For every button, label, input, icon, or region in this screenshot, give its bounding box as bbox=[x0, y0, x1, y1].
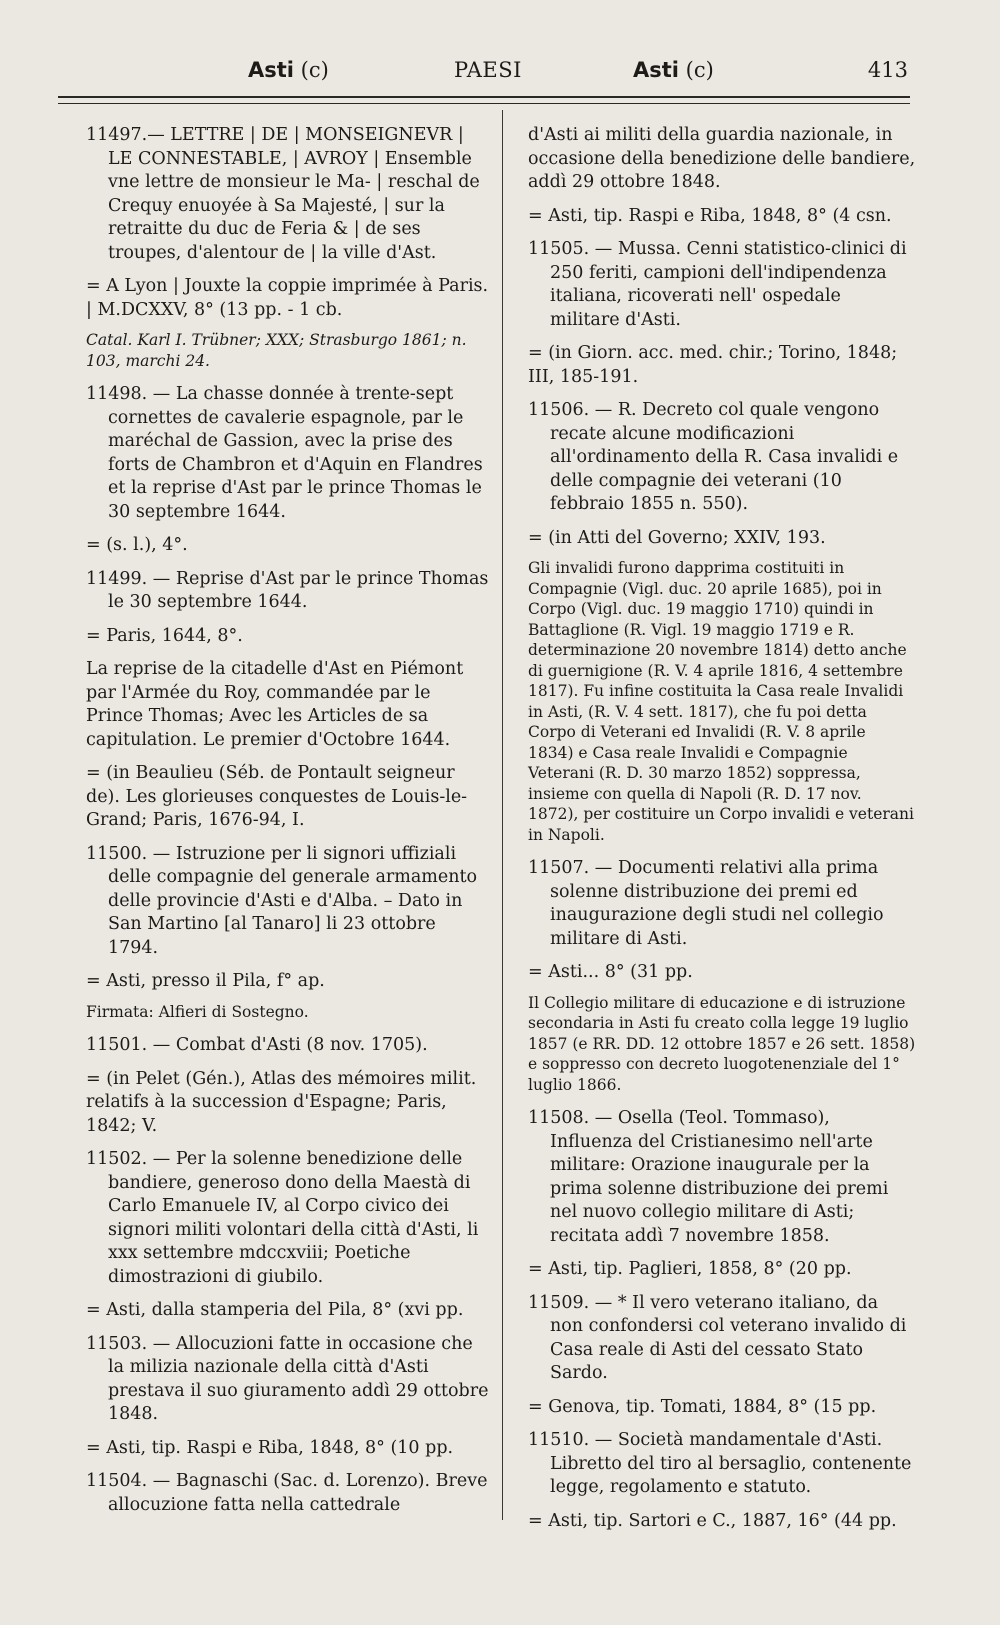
entry-11504: 11504. — Bagnaschi (Sac. d. Lorenzo). Breve allocuzione fatta nella cattedrale bbox=[86, 1471, 488, 1515]
entry-11503-imprint: = Asti, tip. Raspi e Riba, 1848, 8° (10 pp. bbox=[86, 1437, 454, 1458]
header-left-suffix: (c) bbox=[294, 58, 329, 82]
header-rule-top bbox=[58, 96, 910, 98]
entry-11507-note: Il Collegio militare di educazione e di istruzione secondaria in Asti fu creato colla legge 19 luglio 1857 (e RR. DD. 12 ottobre 1857 e 26 sett. 1858) e soppresso con decreto luogotenenziale del 1° luglio 1866. bbox=[528, 993, 916, 1094]
entry-11505: 11505. — Mussa. Cenni statistico-clinici di 250 feriti, campioni dell'indipendenza italiana, ricoverati nell' ospedale militare d'Asti. bbox=[528, 239, 907, 330]
entry-11506-source: = (in Atti del Governo; XXIV, 193. bbox=[528, 527, 826, 548]
entry-11509: 11509. — * Il vero veterano italiano, da non confondersi col veterano invalido di Casa reale di Asti del cessato Stato Sardo. bbox=[528, 1292, 907, 1383]
entry-11500-imprint: = Asti, presso il Pila, f° ap. bbox=[86, 971, 325, 991]
header-center-title: PAESI bbox=[454, 58, 522, 82]
entry-11510-imprint: = Asti, tip. Sartori e C., 1887, 16° (44 pp. bbox=[528, 1510, 897, 1531]
entry-11499-imprint: = Paris, 1644, 8°. bbox=[86, 625, 243, 646]
entry-11507: 11507. — Documenti relativi alla prima solenne distribuzione dei premi ed inaugurazione degli studi nel collegio militare di Asti. bbox=[528, 858, 884, 949]
entry-11506: 11506. — R. Decreto col quale vengono recate alcune modificazioni all'ordinamento della R. Casa invalidi e delle compagnie dei veterani (10 febbraio 1855 n. 550). bbox=[528, 400, 899, 514]
entry-11499-related-source: = (in Beaulieu (Séb. de Pontault seigneur de). Les glorieuses conquestes de Louis-le-Grand; Paris, 1676-94, I. bbox=[86, 763, 468, 830]
entry-11510: 11510. — Società mandamentale d'Asti. Libretto del tiro al bersaglio, contenente legge, regolamento e statuto. bbox=[528, 1430, 912, 1497]
running-header bbox=[78, 58, 908, 94]
right-column bbox=[528, 124, 916, 1543]
entry-11505-source: = (in Giorn. acc. med. chir.; Torino, 1848; III, 185-191. bbox=[528, 343, 898, 387]
page-number: 413 bbox=[867, 58, 908, 82]
entry-11509-imprint: = Genova, tip. Tomati, 1884, 8° (15 pp. bbox=[528, 1396, 877, 1417]
left-column bbox=[86, 124, 490, 1527]
header-left bbox=[248, 58, 329, 82]
header-right-suffix: (c) bbox=[679, 58, 714, 82]
entry-11498: 11498. — La chasse donnée à trente-sept cornettes de cavalerie espagnole, par le maréchal de Gassion, avec la prise des forts de Chambron et d'Aquin en Flandres et la reprise d'Ast par le prince Thomas le 30 septembre 1644. bbox=[86, 384, 483, 522]
entry-11501: 11501. — Combat d'Asti (8 nov. 1705). bbox=[86, 1035, 428, 1055]
entry-11501-source: = (in Pelet (Gén.), Atlas des mémoires milit. relatifs à la succession d'Espagne; Paris, 1842; V. bbox=[86, 1068, 477, 1136]
entry-11502-imprint: = Asti, dalla stamperia del Pila, 8° (xvi pp. bbox=[86, 1300, 464, 1320]
header-right bbox=[633, 58, 714, 82]
entry-11497-note: Catal. Karl I. Trübner; XXX; Strasburgo 1861; n. 103, marchi 24. bbox=[86, 331, 467, 370]
entry-11498-imprint: = (s. l.), 4°. bbox=[86, 535, 188, 555]
entry-11504-continued: d'Asti ai militi della guardia nazionale, in occasione della benedizione delle bandiere, addì 29 ottobre 1848. bbox=[528, 125, 916, 192]
entry-11499-related-title: La reprise de la citadelle d'Ast en Piémont par l'Armée du Roy, commandée par le Prince Thomas; Avec les Articles de sa capitulation. Le premier d'Octobre 1644. bbox=[86, 659, 464, 750]
entry-11500: 11500. — Istruzione per li signori uffiziali delle compagnie del generale armamento delle provincie d'Asti e d'Alba. – Dato in San Martino [al Tanaro] li 23 ottobre 1794. bbox=[86, 843, 478, 958]
entry-11502: 11502. — Per la solenne benedizione delle bandiere, generoso dono della Maestà di Carlo Emanuele IV, al Corpo civico dei signori militi volontari della città d'Asti, li xxx settembre mdccxviii; Poetiche dimostrazioni di giubilo. bbox=[86, 1149, 479, 1287]
entry-11499: 11499. — Reprise d'Ast par le prince Thomas le 30 septembre 1644. bbox=[86, 568, 489, 612]
entry-11508-imprint: = Asti, tip. Paglieri, 1858, 8° (20 pp. bbox=[528, 1259, 852, 1279]
entry-11504-imprint: = Asti, tip. Raspi e Riba, 1848, 8° (4 csn. bbox=[528, 205, 892, 226]
entry-11497-imprint: = A Lyon | Jouxte la coppie imprimée à Paris. | M.DCXXV, 8° (13 pp. - 1 cb. bbox=[86, 276, 489, 320]
entry-11503: 11503. — Allocuzioni fatte in occasione che la milizia nazionale della città d'Asti prestava il suo giuramento addì 29 ottobre 1848. bbox=[86, 1333, 489, 1424]
column-divider bbox=[502, 110, 503, 1520]
entry-11508: 11508. — Osella (Teol. Tommaso), Influenza del Cristianesimo nell'arte militare: Orazione inaugurale per la prima solenne distribuzione dei premi nel nuovo collegio militare di Asti; recitata addì 7 novembre 1858. bbox=[528, 1108, 889, 1246]
header-rule-bottom bbox=[58, 103, 910, 104]
header-left-title: Asti bbox=[248, 58, 294, 82]
header-right-title: Asti bbox=[633, 58, 679, 82]
entry-11500-note: Firmata: Alfieri di Sostegno. bbox=[86, 1002, 309, 1021]
entry-11507-imprint: = Asti... 8° (31 pp. bbox=[528, 962, 693, 982]
entry-11506-note: Gli invalidi furono dapprima costituiti in Compagnie (Vigl. duc. 20 aprile 1685), poi in Corpo (Vigl. duc. 19 maggio 1710) quindi in Battaglione (R. Vigl. 19 maggio 1719 e R. determinazione 20 novembre 1814) detto anche di guernigione (R. V. 4 aprile 1816, 4 settembre 1817). Fu infine costituita la Casa reale Invalidi in Asti, (R. V. 4 sett. 1817), che fu poi detta Corpo di Veterani ed Invalidi (R. V. 8 aprile 1834) e Casa reale Invalidi e Compagnie Veterani (R. D. 30 marzo 1852) soppressa, insieme con quella di Napoli (R. D. 17 nov. 1872), per costituire un Corpo invalidi e veterani in Napoli. bbox=[528, 559, 914, 844]
entry-11497: 11497.— LETTRE | DE | MONSEIGNEVR | LE CONNESTABLE, | AVROY | Ensemble vne lettre de monsieur le Ma- | reschal de Crequy enuoyée à Sa Majesté, | sur la retraitte du duc de Feria & | de ses troupes, d'alentour de | la ville d'Ast. bbox=[86, 125, 480, 263]
